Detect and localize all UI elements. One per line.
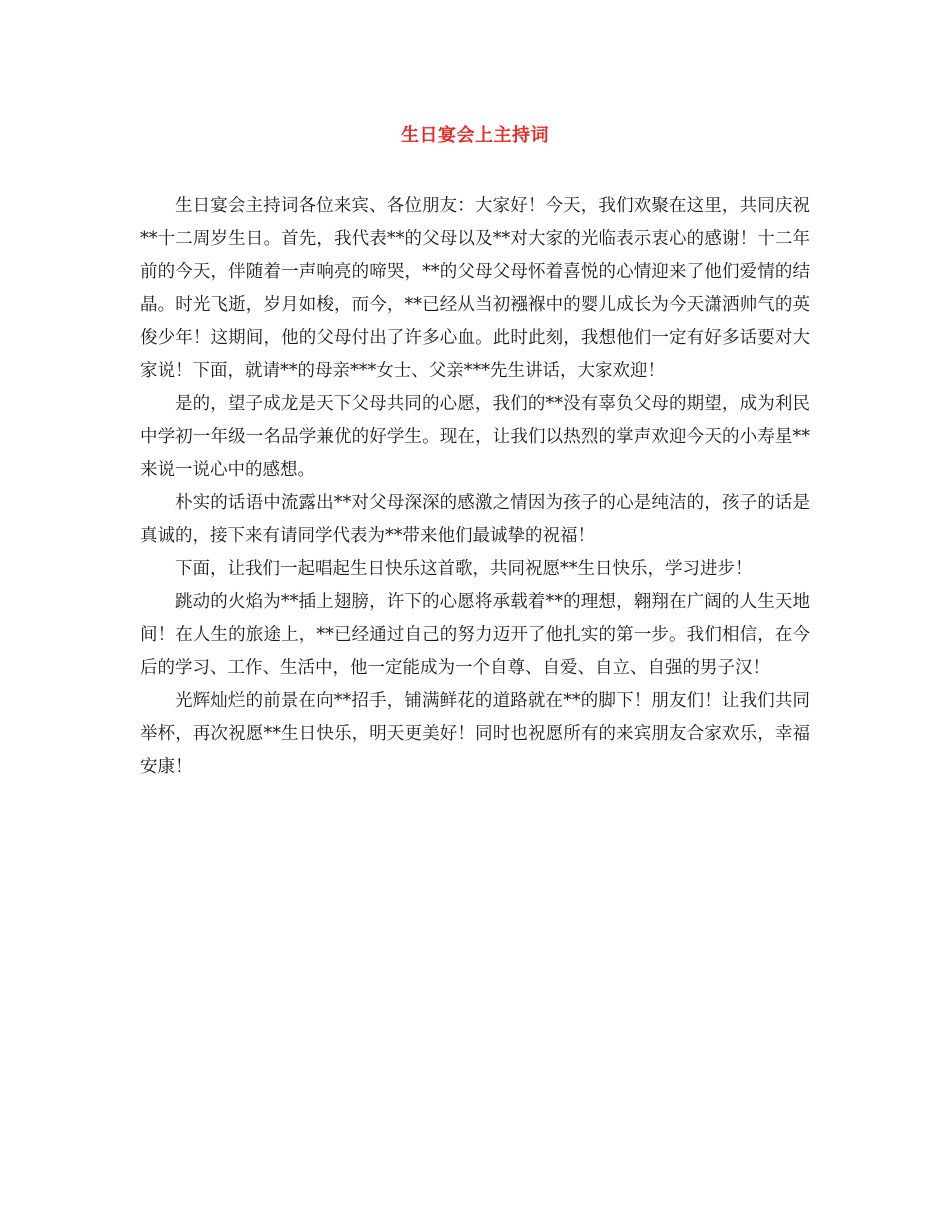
document-body — [140, 190, 810, 784]
document-title: 生日宴会上主持词 — [401, 125, 549, 146]
paragraph-candle-wish: 跳动的火焰为**插上翅膀，许下的心愿将承载着**的理想，翱翔在广阔的人生天地间！在人生的旅途上，**已经通过自己的努力迈开了他扎实的第一步。我们相信，在今后的学习、工作、生活中，他一定能成为一个自尊、自爱、自立、自强的男子汉！ — [140, 592, 810, 678]
paragraph-classmate-blessing: 朴实的话语中流露出**对父母深深的感激之情因为孩子的心是纯洁的，孩子的话是真诚的，接下来有请同学代表为**带来他们最诚挚的祝福！ — [140, 493, 810, 546]
paragraph-birthday-song: 下面，让我们一起唱起生日快乐这首歌，共同祝愿**生日快乐，学习进步！ — [175, 559, 753, 579]
paragraph-toast: 光辉灿烂的前景在向**招手，铺满鲜花的道路就在**的脚下！朋友们！让我们共同举杯，再次祝愿**生日快乐，明天更美好！同时也祝愿所有的来宾朋友合家欢乐，幸福安康！ — [140, 691, 810, 777]
paragraph-student-intro: 是的，望子成龙是天下父母共同的心愿，我们的**没有辜负父母的期望，成为利民中学初一年级一名品学兼优的好学生。现在，让我们以热烈的掌声欢迎今天的小寿星**来说一说心中的感想。 — [140, 394, 810, 480]
paragraph-opening: 生日宴会主持词各位来宾、各位朋友：大家好！今天，我们欢聚在这里，共同庆祝**十二周岁生日。首先，我代表**的父母以及**对大家的光临表示衷心的感谢！十二年前的今天，伴随着一声响亮的啼哭，**的父母父母怀着喜悦的心情迎来了他们爱情的结晶。时光飞逝，岁月如梭，而今，**已经从当初襁褓中的婴儿成长为今天潇洒帅气的英俊少年！这期间，他的父母付出了许多心血。此时此刻，我想他们一定有好多话要对大家说！下面，就请**的母亲***女士、父亲***先生讲话，大家欢迎！ — [140, 196, 810, 381]
